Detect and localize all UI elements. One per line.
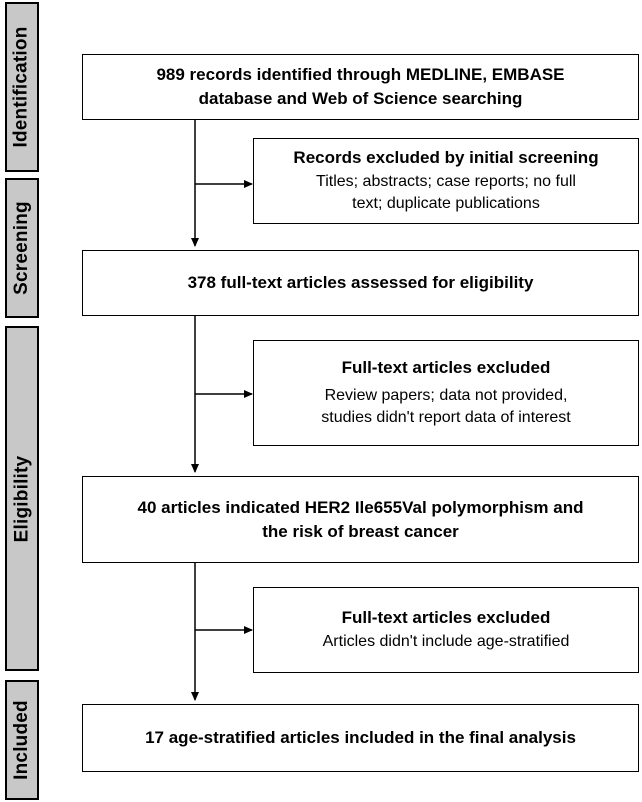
initial-screening-body-2: text; duplicate publications bbox=[352, 195, 540, 212]
stage-screening-label: Screening bbox=[11, 201, 33, 295]
fulltext-excluded-1-body-1: Review papers; data not provided, bbox=[324, 387, 568, 404]
fulltext-excluded-1-title: Full-text articles excluded bbox=[341, 358, 551, 377]
box-fulltext-excluded-2 bbox=[253, 587, 639, 673]
box-fulltext-excluded-1 bbox=[253, 340, 639, 446]
stage-identification-label: Identification bbox=[11, 26, 32, 148]
initial-screening-body-1: Titles; abstracts; case reports; no full bbox=[316, 173, 576, 190]
stage-eligibility-label: Eligibility bbox=[11, 455, 32, 542]
box-records-identified bbox=[82, 54, 639, 120]
her2-articles-line-2: the risk of breast cancer bbox=[262, 521, 459, 541]
fulltext-excluded-1-body-2: studies didn't report data of interest bbox=[321, 409, 571, 426]
box-full-text-assessed bbox=[82, 250, 639, 316]
full-text-assessed-line-1: 378 full-text articles assessed for eligibility bbox=[187, 273, 534, 292]
records-identified-line-2: database and Web of Science searching bbox=[198, 89, 523, 108]
box-age-stratified-included bbox=[82, 704, 639, 772]
her2-articles-line-1: 40 articles indicated HER2 Ile655Val polymorphism and bbox=[137, 497, 584, 517]
fulltext-excluded-2-title: Full-text articles excluded bbox=[341, 608, 551, 627]
stage-included-label: Included bbox=[11, 700, 32, 780]
box-her2-articles bbox=[82, 476, 639, 563]
box-initial-screening-excluded bbox=[253, 138, 639, 224]
records-identified-line-1: 989 records identified through MEDLINE, EMBASE bbox=[156, 65, 565, 84]
fulltext-excluded-2-body-1: Articles didn't include age-stratified bbox=[322, 633, 570, 650]
age-stratified-included-line-1: 17 age-stratified articles included in the final analysis bbox=[145, 728, 576, 747]
initial-screening-title: Records excluded by initial screening bbox=[293, 148, 599, 167]
